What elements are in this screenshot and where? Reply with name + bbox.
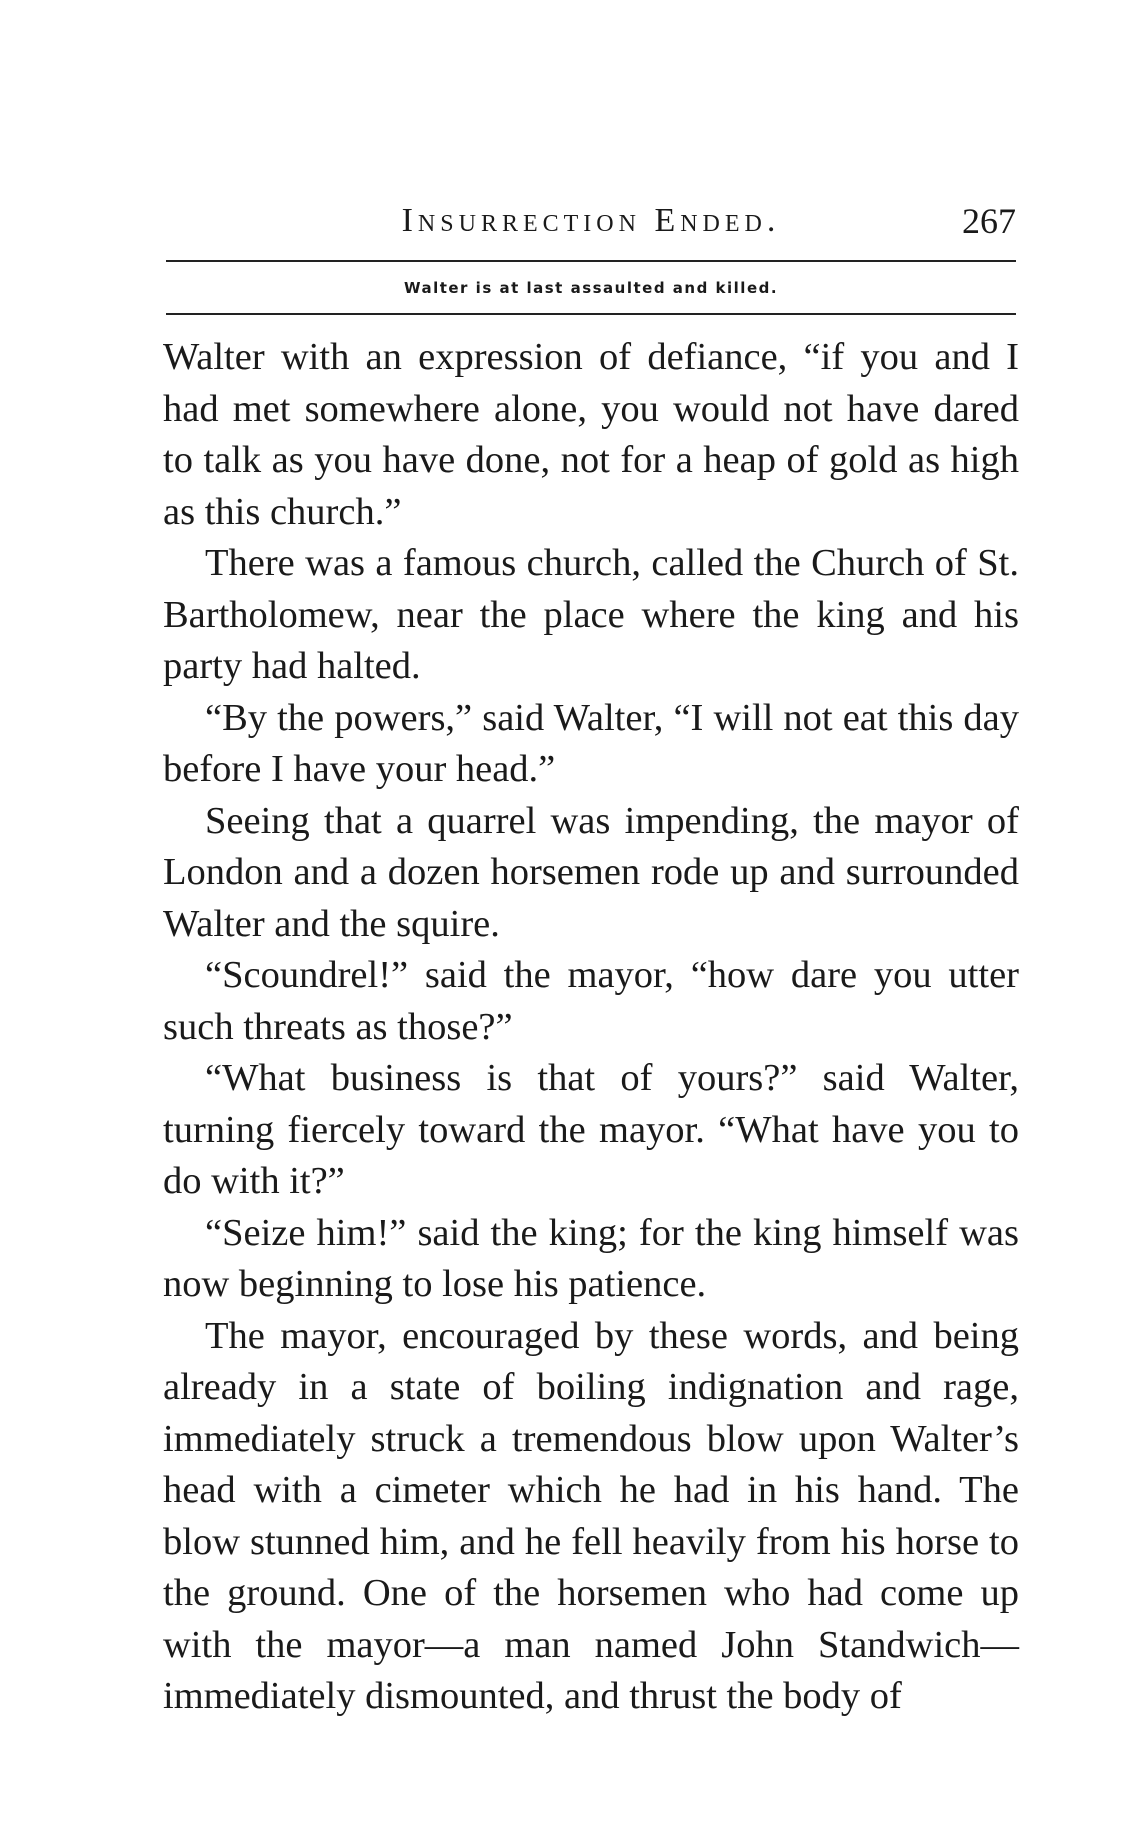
- paragraph: “Scoundrel!” said the mayor, “how dare you utter such threats as those?”: [163, 954, 1019, 1048]
- paragraph: “Seize him!” said the king; for the king himself was now beginning to lose his patience.: [163, 1211, 1019, 1305]
- paragraph-continued: Walter with an expression of defiance, “if you and I had met somewhere alone, you would not have dared to talk as you have done, not for a heap of gold as high as this church.”: [163, 336, 1019, 533]
- paragraph: Seeing that a quarrel was impending, the mayor of London and a dozen horsemen rode up and surrounded Walter and the squire.: [163, 799, 1019, 945]
- body-text: [163, 332, 1019, 1723]
- section-subheading: Walter is at last assaulted and killed.: [403, 279, 779, 297]
- paragraph: “What business is that of yours?” said Walter, turning fiercely toward the mayor. “What have you to do with it?”: [163, 1057, 1019, 1202]
- running-head: [166, 196, 1016, 246]
- paragraph: The mayor, encouraged by these words, and being already in a state of boiling indignation and rage, immediately struck a tremendous blow upon Walter’s head with a cimeter which he had in his hand. The blow stunned him, and he fell heavily from his horse to the ground. One of the horsemen who had come up with the mayor—a man named John Standwich—immediately dismounted, and thrust the body of: [163, 1314, 1019, 1717]
- page-number: 267: [962, 201, 1016, 241]
- header-rule-top: [166, 260, 1016, 262]
- paragraph: “By the powers,” said Walter, “I will not eat this day before I have your head.”: [163, 696, 1019, 790]
- header-rule-bottom: [166, 313, 1016, 315]
- running-title: Insurrection Ended.: [401, 202, 781, 239]
- paragraph: There was a famous church, called the Church of St. Bartholomew, near the place where the king and his party had halted.: [163, 542, 1019, 687]
